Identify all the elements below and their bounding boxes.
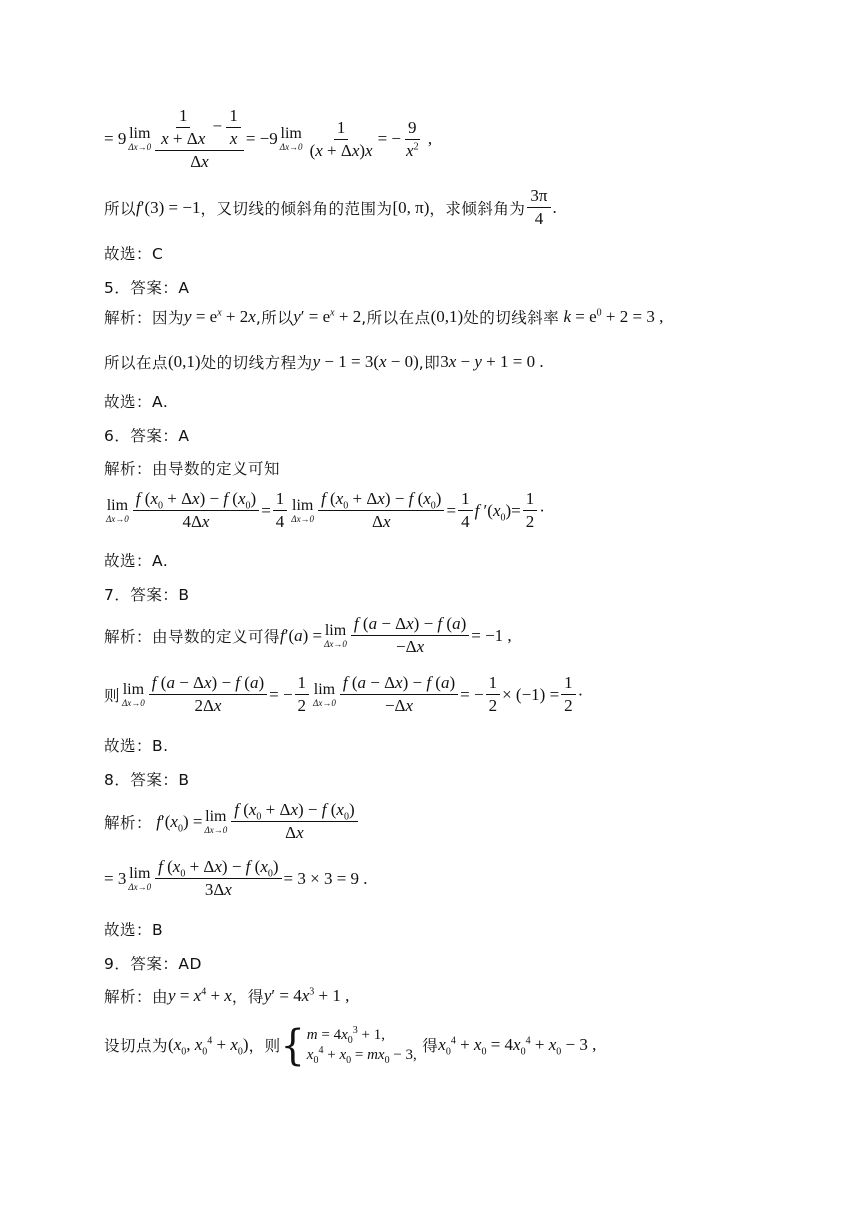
equation-q6: lim Δx→0 $\frac{f (x_0 + \Delta x) - f (x_0)}{4\Delta x}$ = $\frac{1}{4}$ lim Δx→0 $\frac{f (x_0 + \Delta x) - f (x_0)}{\Delta x}$ = $\frac{1}{4}$ f $'(x_0)=$ $\frac{1}{2}$ · — [106, 489, 545, 531]
q6-answer: 故选：A. — [104, 552, 169, 570]
q5-analysis-line2: 所以在点 (0,1) 处的切线方程为 y − 1 = 3(x − 0) ,即 3x − y + 1 = 0 . — [104, 352, 544, 372]
q8-header: 8．答案：B — [104, 771, 190, 789]
q5-analysis-line1: 解析： 因为 $y = e^x + 2x$ ,所以 $y' = e^x + 2$ ,所以在点 (0,1) 处的切线斜率 $k = e^0 + 2 = 3$ , — [104, 307, 664, 327]
q8-analysis-line1: 解析： $f'(x_0)$ = lim Δx→0 $\frac{f (x_0 + \Delta x) - f (x_0)}{\Delta x}$ — [104, 800, 360, 843]
q4-answer: 故选：C — [104, 245, 164, 263]
q5-answer: 故选：A. — [104, 393, 169, 411]
q8-answer: 故选：B — [104, 921, 164, 939]
q4-conclusion-line: 所以 f′(3) = −1 ，又切线的倾斜角的范围为 [0, π) ，求倾斜角为 $\frac{3\pi}{4}$ . — [104, 186, 557, 228]
q9-analysis-line2: 设切点为 ($x_0$, $x_0^4 + x_0$) ，则 { $m = 4x_0^3 + 1$, $x_0^4 + x_0 = mx_0 - 3$, 得 $x_0^4 + x_0 = 4x_0^4 + x_0 - 3$ , — [104, 1021, 597, 1070]
q5-header: 5．答案：A — [104, 279, 190, 297]
q6-intro: 解析：由导数的定义可知 — [104, 460, 281, 478]
equation-q4-limit: = 9 lim Δx→0 $\frac{1}{x + \Delta x}$ − $\frac{1}{x}$ Δx = −9 lim Δx→0 $\frac{1}{(x + \Delta x)x}$ = − $\frac{9}{x^2}$ , — [104, 106, 433, 171]
q7-analysis-line2: 则 lim Δx→0 $\frac{f (a - \Delta x) - f (a)}{2\Delta x}$ = − $\frac{1}{2}$ lim Δx→0 $\frac{f (a - \Delta x) - f (a)}{-\Delta x}$ = − $\frac{1}{2}$ × (−1) = $\frac{1}{2}$ · — [104, 673, 584, 715]
q7-header: 7．答案：B — [104, 586, 190, 604]
q9-analysis-line1: 解析：由 $y = x^4 + x$ ，得 $y' = 4x^3 + 1$ , — [104, 986, 350, 1006]
q6-header: 6．答案：A — [104, 427, 190, 445]
q9-header: 9．答案：AD — [104, 955, 202, 973]
q7-answer: 故选：B. — [104, 737, 169, 755]
q7-analysis-line1: 解析：由导数的定义可得 f′(a) = lim Δx→0 $\frac{f (a - \Delta x) - f (a)}{-\Delta x}$ = −1 , — [104, 614, 512, 656]
q8-analysis-line2: = 3 lim Δx→0 $\frac{f (x_0 + \Delta x) - f (x_0)}{3\Delta x}$ = 3 × 3 = 9 . — [104, 857, 368, 899]
